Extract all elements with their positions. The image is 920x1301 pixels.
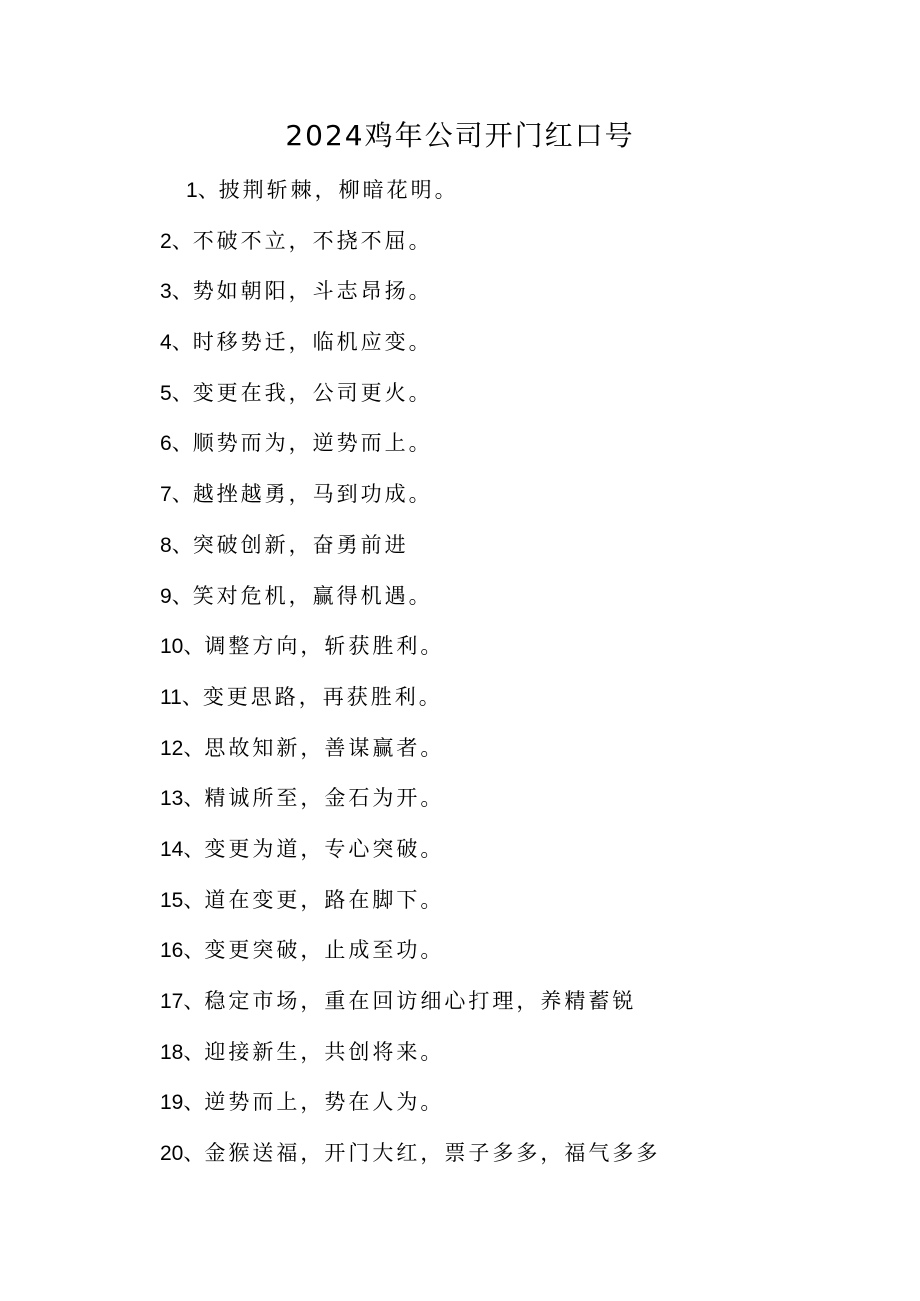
item-number: 2 (160, 229, 172, 253)
item-separator: 、 (171, 532, 193, 557)
item-number: 5 (160, 381, 172, 405)
list-item (0, 322, 920, 373)
list-item (0, 373, 920, 424)
list-item (0, 525, 920, 576)
item-number: 16 (160, 939, 184, 963)
item-text: 逆势而上，势在人为。 (204, 1090, 445, 1115)
item-separator: 、 (183, 938, 205, 963)
item-text: 稳定市场，重在回访细心打理，养精蓄锐 (204, 989, 637, 1013)
item-number: 10 (160, 635, 184, 659)
item-number: 8 (160, 533, 172, 557)
item-separator: 、 (171, 583, 193, 608)
item-text: 时移势迁，临机应变。 (192, 330, 433, 355)
list-item (0, 1032, 920, 1083)
item-number: 9 (160, 584, 172, 608)
item-separator: 、 (183, 1090, 205, 1115)
item-separator: 、 (171, 279, 193, 304)
item-separator: 、 (171, 431, 193, 456)
item-text: 变更突破，止成至功。 (204, 938, 445, 963)
item-separator: 、 (183, 1141, 205, 1166)
item-text: 笑对危机，赢得机遇。 (192, 583, 433, 608)
item-text: 精诚所至，金石为开。 (204, 786, 445, 811)
list-item (0, 778, 920, 829)
item-number: 19 (160, 1091, 184, 1115)
slogan-list (0, 170, 920, 1184)
item-text: 突破创新，奋勇前进 (192, 532, 409, 557)
list-item (0, 677, 920, 728)
item-text: 迎接新生，共创将来。 (204, 1039, 445, 1064)
item-separator: 、 (183, 887, 205, 912)
item-separator: 、 (183, 786, 205, 811)
item-separator: 、 (183, 735, 205, 760)
item-separator: 、 (197, 178, 219, 202)
item-separator: 、 (171, 330, 193, 355)
item-text: 变更为道，专心突破。 (204, 836, 445, 861)
item-number: 7 (160, 483, 172, 507)
item-separator: 、 (171, 482, 193, 507)
item-number: 13 (160, 787, 184, 811)
item-text: 调整方向，斩获胜利。 (204, 634, 445, 659)
item-text: 道在变更，路在脚下。 (204, 887, 445, 912)
item-text: 金猴送福，开门大红，票子多多，福气多多 (204, 1141, 661, 1166)
item-separator: 、 (183, 1039, 205, 1064)
list-item (0, 1082, 920, 1133)
list-item (0, 576, 920, 627)
item-number: 3 (160, 280, 172, 304)
item-text: 思故知新，善谋赢者。 (204, 735, 445, 760)
item-number: 6 (160, 432, 172, 456)
list-item (0, 728, 920, 779)
item-text: 不破不立，不挠不屈。 (192, 228, 433, 253)
item-separator: 、 (183, 634, 205, 659)
list-item (0, 930, 920, 981)
item-number: 17 (160, 990, 184, 1013)
list-item (0, 981, 920, 1032)
list-item (0, 423, 920, 474)
list-item (0, 474, 920, 525)
page-title: 2024鸡年公司开门红口号 (285, 119, 635, 152)
list-item (0, 626, 920, 677)
item-separator: 、 (171, 380, 193, 405)
list-item (0, 170, 920, 221)
item-text: 顺势而为，逆势而上。 (192, 431, 433, 456)
item-number: 11 (160, 685, 182, 709)
item-text: 变更在我，公司更火。 (192, 380, 433, 405)
list-item (0, 271, 920, 322)
item-number: 18 (160, 1040, 184, 1064)
item-text: 势如朝阳，斗志昂扬。 (192, 279, 433, 304)
item-number: 1 (186, 179, 198, 202)
list-item (0, 829, 920, 880)
item-number: 20 (160, 1142, 184, 1166)
item-text: 变更思路，再获胜利。 (202, 684, 443, 709)
item-separator: 、 (171, 228, 193, 253)
item-number: 12 (160, 736, 184, 760)
item-separator: 、 (183, 989, 205, 1013)
item-number: 14 (160, 837, 184, 861)
item-number: 4 (160, 331, 172, 355)
list-item (0, 1133, 920, 1184)
list-item (0, 221, 920, 272)
item-text: 披荆斩棘，柳暗花明。 (218, 178, 459, 202)
item-separator: 、 (181, 684, 203, 709)
item-text: 越挫越勇，马到功成。 (192, 482, 433, 507)
item-separator: 、 (183, 836, 205, 861)
list-item (0, 880, 920, 931)
item-number: 15 (160, 888, 184, 912)
